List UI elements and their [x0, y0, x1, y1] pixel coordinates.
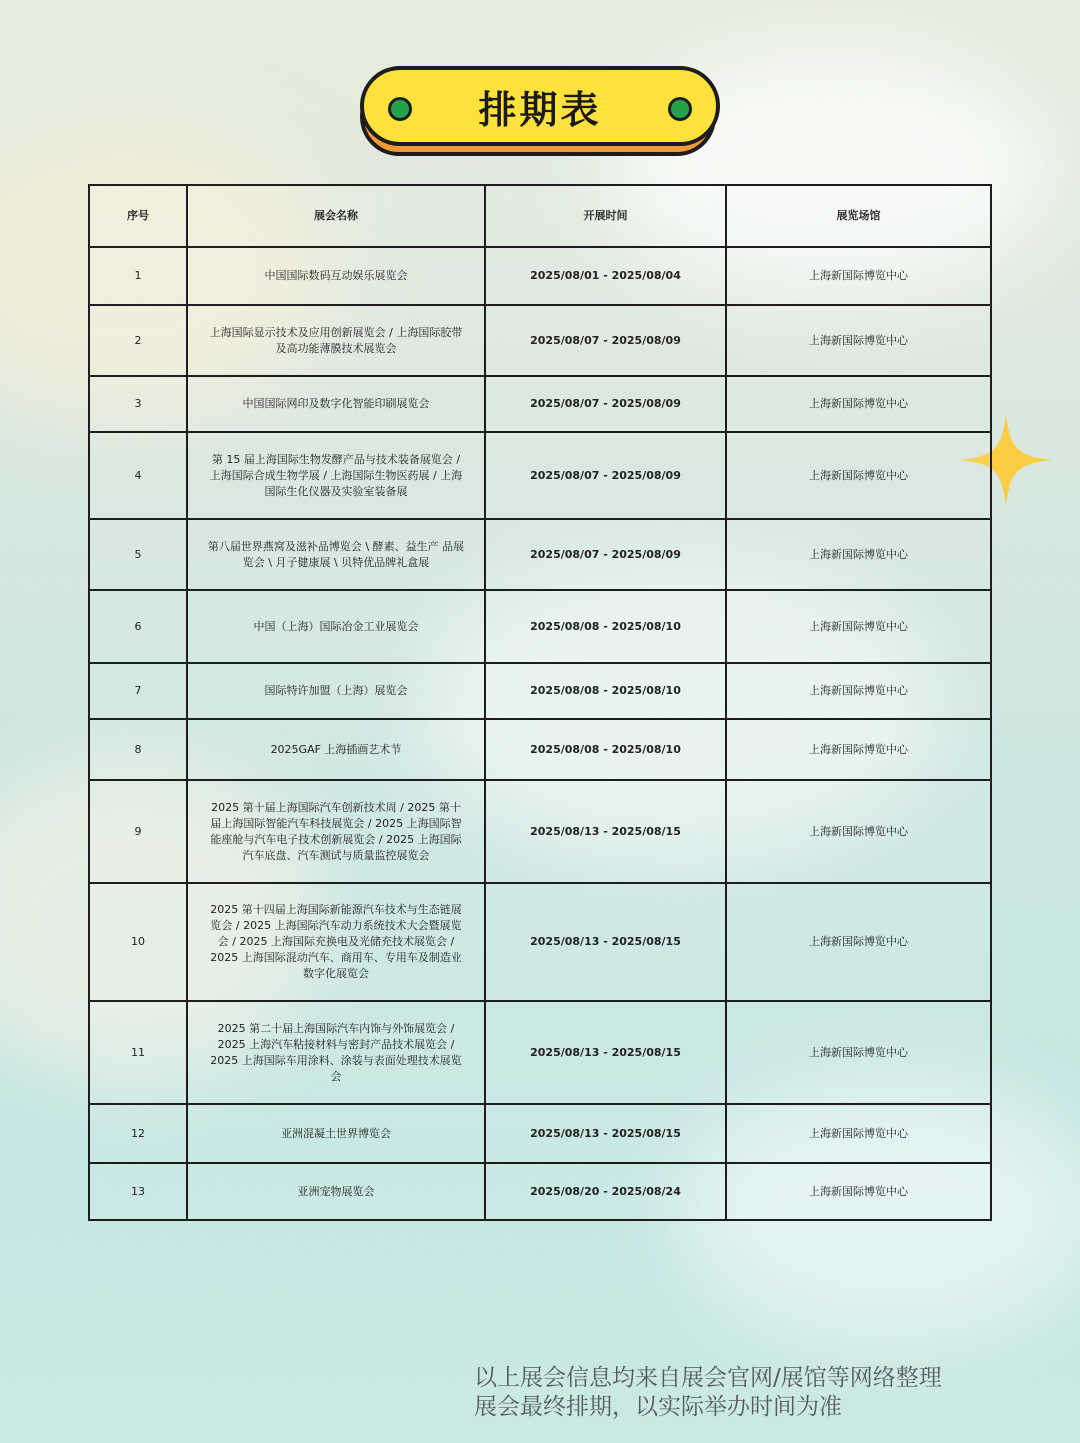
cell-name: 上海国际显示技术及应用创新展览会 / 上海国际胶带及高功能薄膜技术展览会 [187, 305, 485, 376]
cell-no: 5 [89, 519, 187, 590]
cell-date: 2025/08/13 - 2025/08/15 [485, 883, 726, 1001]
cell-date: 2025/08/13 - 2025/08/15 [485, 1104, 726, 1163]
cell-name: 第八届世界燕窝及滋补品博览会 \ 酵素、益生产 品展览会 \ 月子健康展 \ 贝特优品牌礼盒展 [187, 519, 485, 590]
cell-date: 2025/08/13 - 2025/08/15 [485, 780, 726, 883]
table-row [89, 1104, 991, 1163]
page-title: 排期表 [478, 87, 602, 132]
cell-date: 2025/08/08 - 2025/08/10 [485, 590, 726, 663]
cell-venue: 上海新国际博览中心 [726, 719, 991, 780]
title-badge [360, 66, 720, 162]
cell-venue: 上海新国际博览中心 [726, 305, 991, 376]
cell-name: 国际特许加盟（上海）展览会 [187, 663, 485, 719]
cell-no: 11 [89, 1001, 187, 1104]
footnote-line-1: 以上展会信息均来自展会官网/展馆等网络整理 [474, 1365, 942, 1391]
cell-no: 9 [89, 780, 187, 883]
cell-date: 2025/08/07 - 2025/08/09 [485, 376, 726, 432]
cell-name: 中国国际数码互动娱乐展览会 [187, 247, 485, 305]
cell-no: 8 [89, 719, 187, 780]
cell-no: 12 [89, 1104, 187, 1163]
cell-no: 13 [89, 1163, 187, 1220]
cell-date: 2025/08/13 - 2025/08/15 [485, 1001, 726, 1104]
cell-no: 4 [89, 432, 187, 519]
table-row [89, 432, 991, 519]
cell-name: 中国国际网印及数字化智能印刷展览会 [187, 376, 485, 432]
cell-venue: 上海新国际博览中心 [726, 247, 991, 305]
table-row [89, 663, 991, 719]
dot-icon [668, 97, 692, 121]
cell-no: 10 [89, 883, 187, 1001]
cell-name: 亚洲混凝土世界博览会 [187, 1104, 485, 1163]
cell-no: 3 [89, 376, 187, 432]
cell-no: 6 [89, 590, 187, 663]
header-no: 序号 [89, 185, 187, 247]
header-name: 展会名称 [187, 185, 485, 247]
schedule-table [88, 184, 992, 1221]
cell-name: 2025GAF 上海插画艺术节 [187, 719, 485, 780]
table-row [89, 780, 991, 883]
cell-date: 2025/08/01 - 2025/08/04 [485, 247, 726, 305]
cell-venue: 上海新国际博览中心 [726, 590, 991, 663]
cell-date: 2025/08/20 - 2025/08/24 [485, 1163, 726, 1220]
table-header-row [89, 185, 991, 247]
cell-date: 2025/08/08 - 2025/08/10 [485, 719, 726, 780]
cell-venue: 上海新国际博览中心 [726, 1104, 991, 1163]
cell-name: 2025 第十四届上海国际新能源汽车技术与生态链展览会 / 2025 上海国际汽车动力系统技术大会暨展览会 / 2025 上海国际充换电及光储充技术展览会 / 2025 上海国际混动汽车、商用车、专用车及制造业数字化展览会 [187, 883, 485, 1001]
table-row [89, 719, 991, 780]
table-row [89, 883, 991, 1001]
cell-venue: 上海新国际博览中心 [726, 432, 991, 519]
table-row [89, 590, 991, 663]
table-row [89, 1001, 991, 1104]
title-badge-main [360, 66, 720, 146]
cell-venue: 上海新国际博览中心 [726, 663, 991, 719]
cell-venue: 上海新国际博览中心 [726, 1163, 991, 1220]
cell-no: 7 [89, 663, 187, 719]
footnote-line-2: 展会最终排期，以实际举办时间为准 [474, 1394, 842, 1420]
cell-venue: 上海新国际博览中心 [726, 1001, 991, 1104]
cell-no: 1 [89, 247, 187, 305]
cell-venue: 上海新国际博览中心 [726, 519, 991, 590]
dot-icon [388, 97, 412, 121]
table-row [89, 519, 991, 590]
cell-venue: 上海新国际博览中心 [726, 780, 991, 883]
header-date: 开展时间 [485, 185, 726, 247]
cell-date: 2025/08/07 - 2025/08/09 [485, 519, 726, 590]
table-row [89, 247, 991, 305]
cell-venue: 上海新国际博览中心 [726, 376, 991, 432]
table-row [89, 305, 991, 376]
cell-venue: 上海新国际博览中心 [726, 883, 991, 1001]
cell-name: 2025 第二十届上海国际汽车内饰与外饰展览会 / 2025 上海汽车粘接材料与密封产品技术展览会 / 2025 上海国际车用涂料、涂装与表面处理技术展览会 [187, 1001, 485, 1104]
cell-date: 2025/08/08 - 2025/08/10 [485, 663, 726, 719]
cell-name: 亚洲宠物展览会 [187, 1163, 485, 1220]
table-row [89, 376, 991, 432]
cell-name: 中国（上海）国际冶金工业展览会 [187, 590, 485, 663]
cell-date: 2025/08/07 - 2025/08/09 [485, 305, 726, 376]
cell-date: 2025/08/07 - 2025/08/09 [485, 432, 726, 519]
table-row [89, 1163, 991, 1220]
cell-no: 2 [89, 305, 187, 376]
cell-name: 第 15 届上海国际生物发酵产品与技术装备展览会 / 上海国际合成生物学展 / 上海国际生物医药展 / 上海国际生化仪器及实验室装备展 [187, 432, 485, 519]
cell-name: 2025 第十届上海国际汽车创新技术周 / 2025 第十届上海国际智能汽车科技展览会 / 2025 上海国际智能座舱与汽车电子技术创新展览会 / 2025 上海国际汽车底盘、汽车测试与质量监控展览会 [187, 780, 485, 883]
footnote [474, 1364, 1034, 1422]
header-venue: 展览场馆 [726, 185, 991, 247]
